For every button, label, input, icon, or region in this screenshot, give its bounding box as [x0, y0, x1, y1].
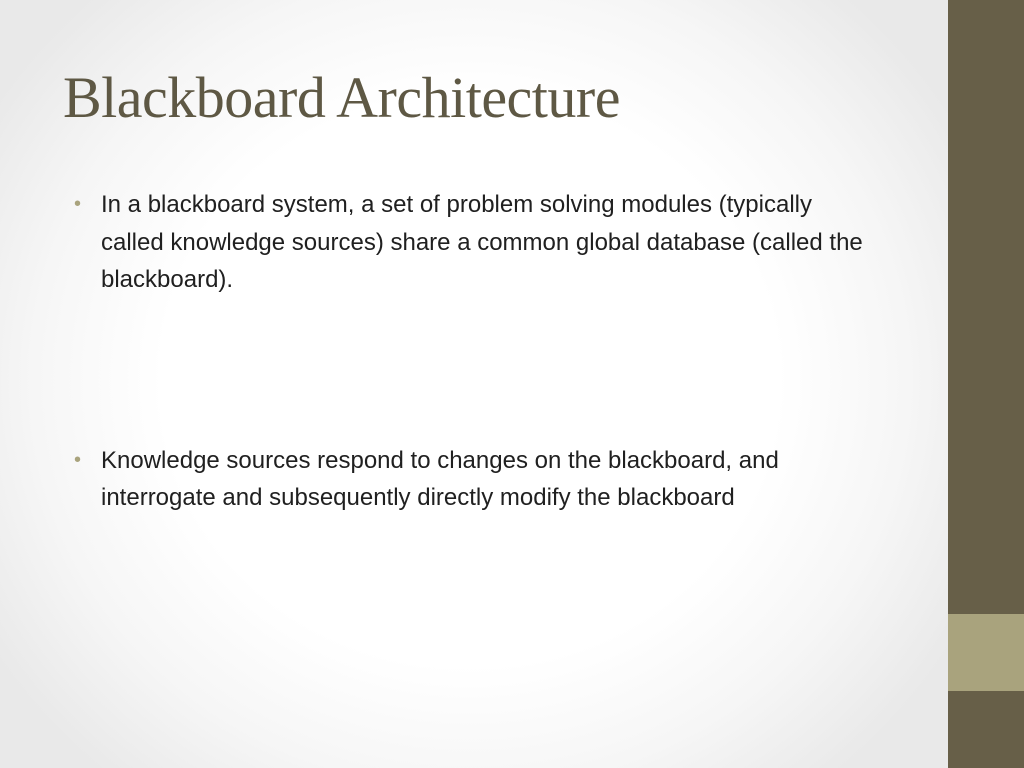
- bullet-text: Knowledge sources respond to changes on the blackboard, and interrogate and subsequently directly modify the blackboard: [101, 446, 779, 511]
- bullet-dot-icon: •: [74, 448, 82, 471]
- bullet-list: [74, 186, 874, 517]
- slide-title: Blackboard Architecture: [63, 65, 620, 130]
- bullet-item: [74, 442, 874, 517]
- side-bar-accent-block: [948, 614, 1024, 691]
- decorative-side-bar: [948, 0, 1024, 768]
- bullet-dot-icon: •: [74, 193, 82, 215]
- bullet-item: [74, 186, 874, 299]
- bullet-text: In a blackboard system, a set of problem solving modules (typically called knowledge sources) share a common global database (called the blackboard).: [101, 191, 863, 293]
